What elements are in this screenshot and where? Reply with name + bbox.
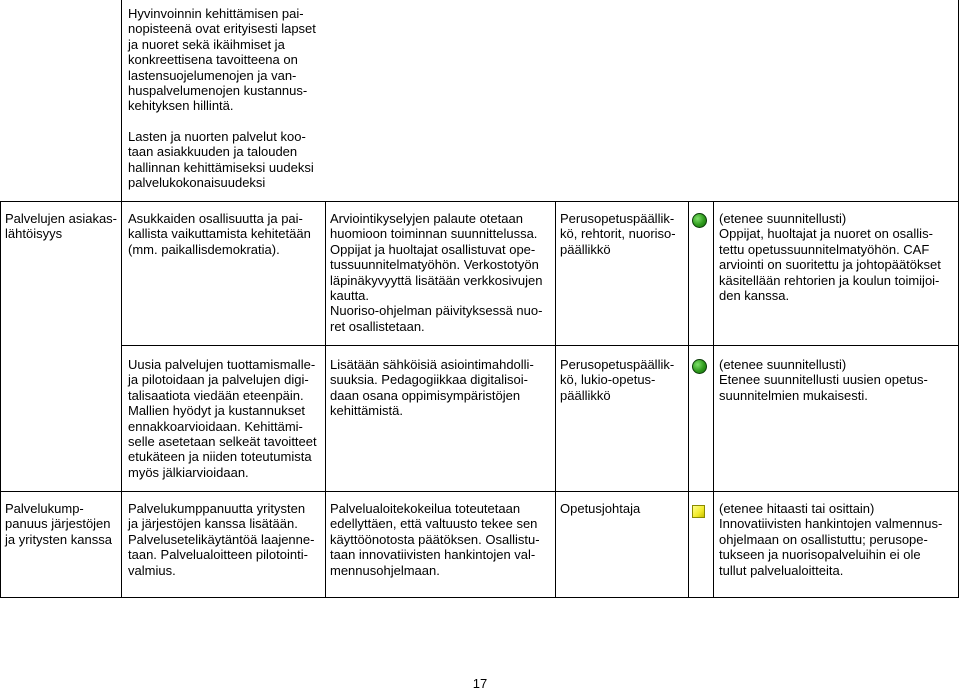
row-3-status: (etenee hitaasti tai osittain) Innovatiivisten hankintojen valmennus- ohjelmaan on osallistuttu; perusope- tukseen ja nuorisopalveluihin ei ole tullut palvelualoitteita. xyxy=(719,501,943,578)
row-2-responsible: Perusopetuspäällik- kö, lukio-opetus- päällikkö xyxy=(560,357,675,403)
top-paragraph-2: Lasten ja nuorten palvelut koo- taan asiakkuuden ja talouden hallinnan kehittämiseksi uudeksi palvelukokonaisuudeksi xyxy=(128,129,314,191)
page-number: 17 xyxy=(472,676,488,691)
status-green-indicator-icon xyxy=(692,359,707,374)
row-3-responsible: Opetusjohtaja xyxy=(560,501,641,516)
column-divider-4 xyxy=(688,201,689,598)
row-1-area: Palvelujen asiakas- lähtöisyys xyxy=(5,211,118,242)
status-green-indicator-icon xyxy=(692,213,707,228)
row-3-area: Palvelukump- panuus järjestöjen ja yritysten kanssa xyxy=(5,501,112,547)
column-divider-5 xyxy=(713,201,714,598)
row-1-goal: Asukkaiden osallisuutta ja pai- kallista vaikuttamista kehitetään (mm. paikallisdemokratia). xyxy=(128,211,311,257)
column-divider-3 xyxy=(555,201,556,598)
row-3-goal: Palvelukumppanuutta yritysten ja järjestöjen kanssa lisätään. Palvelusetelikäytäntöä laajenne- taan. Palvelualoitteen pilotointi- valmius. xyxy=(128,501,315,578)
status-yellow-indicator-icon xyxy=(692,505,705,518)
row-2-goal: Uusia palvelujen tuottamismalle- ja pilotoidaan ja palvelujen digi- talisaatiota viedään eteenpäin. Mallien hyödyt ja kustannukset ennakkoarvioidaan. Kehittämi- selle asetetaan selkeät tavoitteet etukäteen ja niiden toteutumista myös jälkiarvioidaan. xyxy=(128,357,317,480)
table-border-left xyxy=(0,201,1,598)
column-divider-2 xyxy=(325,201,326,598)
row-divider-lower xyxy=(0,491,959,492)
table-border-bottom xyxy=(0,597,959,598)
row-1-measures: Arviointikyselyjen palaute otetaan huomioon toiminnan suunnittelussa. Oppijat ja huoltajat osallistuvat ope- tussuunnitelmatyöhön. Verkostotyön läpinäkyvyyttä lisätään verkkosivujen kautta. Nuoriso-ohjelman päivityksessä nuo- ret osallistetaan. xyxy=(330,211,543,334)
row-divider-middle xyxy=(121,345,959,346)
top-paragraph-1: Hyvinvoinnin kehittämisen pai- nopisteenä ovat erityisesti lapset ja nuoret sekä ikäihmiset ja konkreettisena tavoitteena on lastensuojelumenojen ja van- huspalvelumenojen kustannus- kehityksen hillintä. xyxy=(128,6,316,114)
row-1-status: (etenee suunnitellusti) Oppijat, huoltajat ja nuoret on osallis- tettu opetussuunnitelmatyöhön. CAF arviointi on suoritettu ja johtopäätökset käsitellään rehtorien ja koulun toimijoi- den kanssa. xyxy=(719,211,941,304)
row-1-responsible: Perusopetuspäällik- kö, rehtorit, nuoriso- päällikkö xyxy=(560,211,676,257)
row-2-measures: Lisätään sähköisiä asiointimahdolli- suuksia. Pedagogiikkaa digitalisoi- daan osana oppimisympäristöjen kehittämistä. xyxy=(330,357,534,419)
row-2-status: (etenee suunnitellusti) Etenee suunnitellusti uusien opetus- suunnitelmien mukaisesti. xyxy=(719,357,928,403)
table-border-right xyxy=(958,0,959,598)
column-divider-1 xyxy=(121,0,122,598)
row-3-measures: Palvelualoitekokeilua toteutetaan edellyttäen, että valtuusto tekee sen käyttöönotosta päätöksen. Osallistu- taan innovatiivisten hankintojen val- mennusohjelmaan. xyxy=(330,501,540,578)
row-divider-top xyxy=(0,201,959,202)
